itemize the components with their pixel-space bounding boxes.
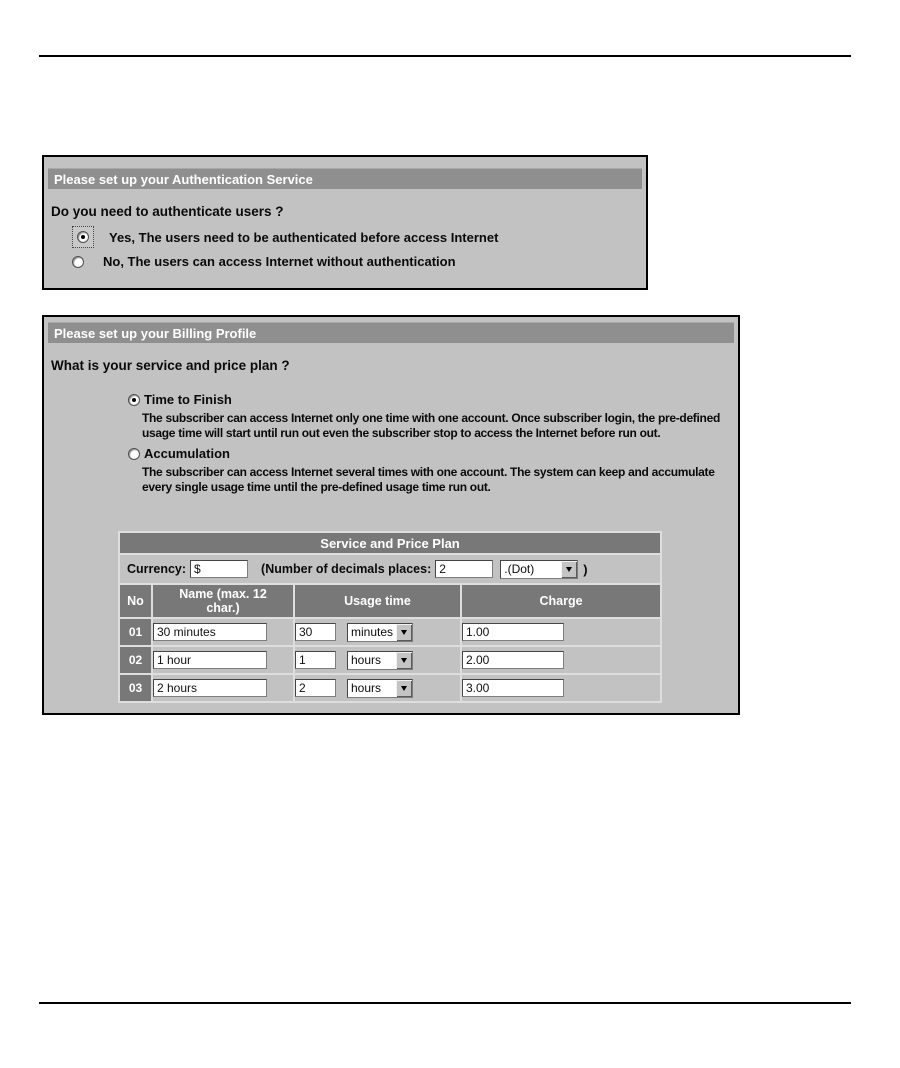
time-unit-select-02[interactable]	[347, 651, 413, 670]
charge-input-01[interactable]	[462, 623, 564, 641]
plan-row-03	[120, 675, 660, 701]
auth-no-label: No, The users can access Internet without authentication	[103, 254, 456, 269]
plan-row-02	[120, 647, 660, 673]
page-bottom-rule	[39, 1002, 851, 1004]
column-header-no: No	[120, 585, 151, 617]
authentication-panel-header: Please set up your Authentication Service	[48, 168, 642, 189]
time-to-finish-label: Time to Finish	[144, 392, 232, 407]
decimals-input[interactable]	[435, 560, 493, 578]
page-top-rule	[39, 55, 851, 57]
billing-question: What is your service and price plan ?	[51, 358, 290, 373]
plan-table-title: Service and Price Plan	[120, 533, 660, 553]
time-to-finish-description: The subscriber can access Internet only one time with one account. Once subscriber login, the pre-defined usage time will start until run out even the subscriber stop to access the Internet before run out.	[142, 411, 720, 440]
chevron-down-icon	[396, 624, 412, 641]
time-unit-select-03[interactable]	[347, 679, 413, 698]
decimal-separator-select[interactable]	[500, 560, 578, 579]
charge-input-03[interactable]	[462, 679, 564, 697]
time-unit-value-03: hours	[351, 680, 382, 695]
authentication-question: Do you need to authenticate users ?	[51, 204, 284, 219]
row-number: 02	[120, 647, 151, 673]
plan-name-input-01[interactable]	[153, 623, 267, 641]
currency-input[interactable]	[190, 560, 248, 578]
billing-panel-header: Please set up your Billing Profile	[48, 322, 734, 343]
plan-row-01	[120, 619, 660, 645]
usage-time-input-03[interactable]	[295, 679, 336, 697]
decimals-label: (Number of decimals places:	[261, 562, 432, 576]
column-header-usage-time: Usage time	[295, 585, 460, 617]
currency-row	[120, 555, 660, 583]
billing-option-accumulation	[128, 446, 738, 461]
auth-yes-label: Yes, The users need to be authenticated before access Internet	[109, 229, 499, 245]
time-unit-select-01[interactable]	[347, 623, 413, 642]
service-price-plan-table	[118, 531, 662, 703]
plan-name-input-02[interactable]	[153, 651, 267, 669]
plan-name-input-03[interactable]	[153, 679, 267, 697]
row-number: 03	[120, 675, 151, 701]
column-header-charge: Charge	[462, 585, 660, 617]
radio-focus-outline	[72, 226, 94, 248]
auth-yes-radio[interactable]	[77, 231, 89, 243]
close-paren-label: )	[583, 561, 588, 577]
usage-time-input-02[interactable]	[295, 651, 336, 669]
row-number: 01	[120, 619, 151, 645]
accumulation-label: Accumulation	[144, 446, 230, 461]
auth-no-radio[interactable]	[72, 256, 84, 268]
chevron-down-icon	[396, 680, 412, 697]
charge-input-02[interactable]	[462, 651, 564, 669]
time-unit-value-02: hours	[351, 652, 382, 667]
usage-time-input-01[interactable]	[295, 623, 336, 641]
accumulation-description: The subscriber can access Internet several times with one account. The system can keep and accumulate every single usage time until the pre-defined usage time run out.	[142, 465, 715, 494]
time-to-finish-radio[interactable]	[128, 394, 140, 406]
chevron-down-icon	[561, 561, 577, 578]
billing-panel	[42, 315, 740, 715]
currency-label: Currency:	[127, 562, 187, 576]
decimal-separator-value: .(Dot)	[504, 561, 535, 576]
auth-option-yes	[72, 226, 646, 248]
time-unit-value-01: minutes	[351, 624, 394, 639]
column-header-name: Name (max. 12 char.)	[153, 585, 293, 617]
accumulation-radio[interactable]	[128, 448, 140, 460]
billing-option-time-to-finish	[128, 392, 738, 407]
auth-option-no	[72, 254, 646, 269]
chevron-down-icon	[396, 652, 412, 669]
authentication-panel	[42, 155, 648, 290]
